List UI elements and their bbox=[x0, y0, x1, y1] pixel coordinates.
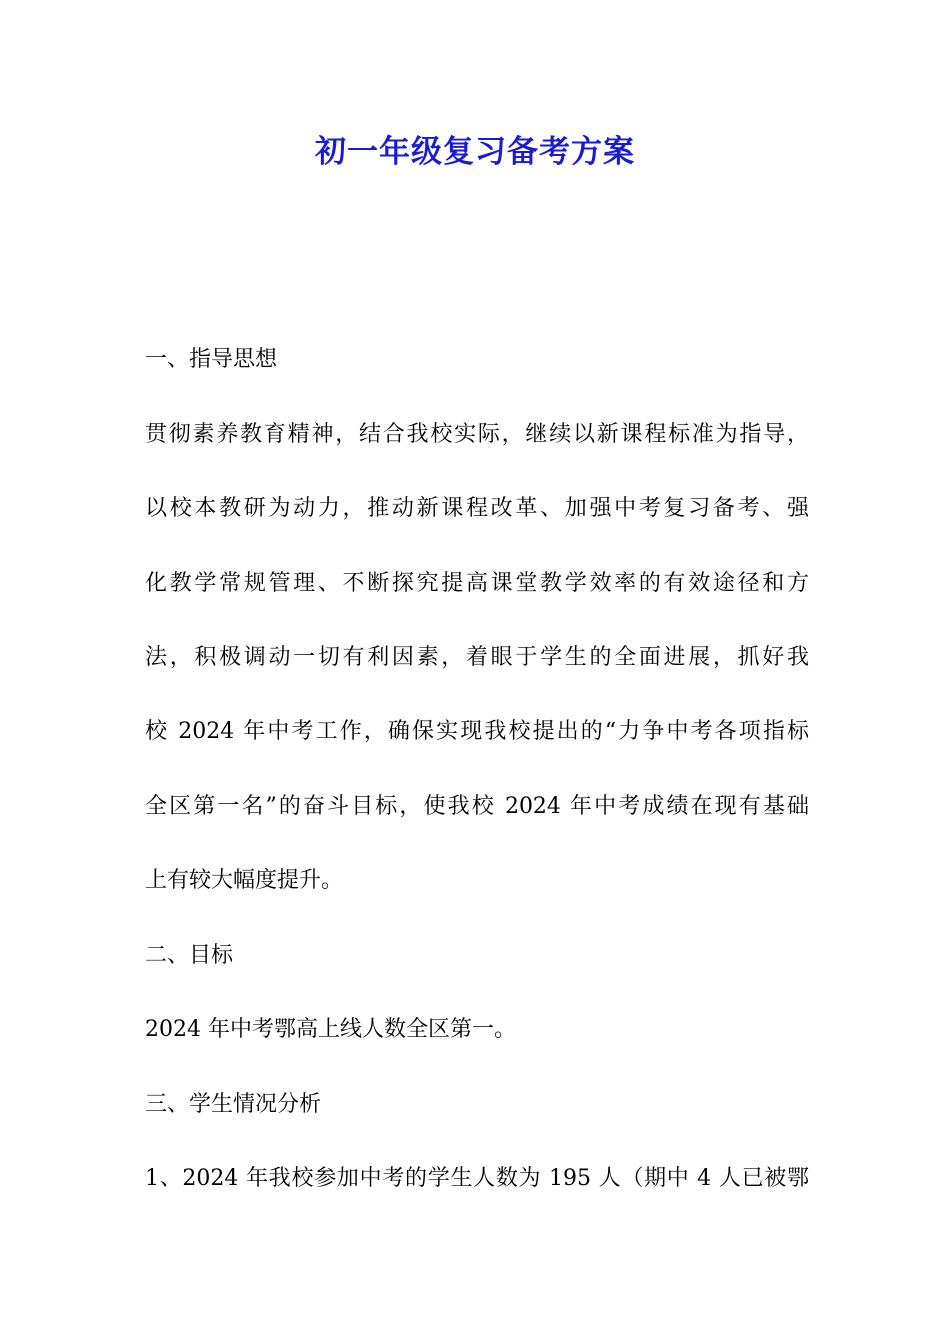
paragraph-line: 2024 年中考鄂高上线人数全区第一。 bbox=[145, 1017, 516, 1042]
paragraph-line: 1、2024 年我校参加中考的学生人数为 195 人（期中 4 人已被鄂 bbox=[145, 1166, 809, 1191]
document-title: 初一年级复习备考方案 bbox=[315, 134, 635, 170]
paragraph-line: 以校本教研为动力，推动新课程改革、加强中考复习备考、强 bbox=[145, 496, 809, 521]
section-heading: 二、目标 bbox=[145, 943, 234, 968]
paragraph-line: 法，积极调动一切有利因素，着眼于学生的全面进展，抓好我 bbox=[145, 645, 809, 670]
paragraph-line: 化教学常规管理、不断探究提高课堂教学效率的有效途径和方 bbox=[145, 571, 809, 596]
paragraph-line: 校 2024 年中考工作，确保实现我校提出的“力争中考各项指标 bbox=[145, 719, 809, 744]
paragraph-line: 贯彻素养教育精神，结合我校实际，继续以新课程标准为指导， bbox=[145, 422, 809, 447]
section-heading: 三、学生情况分析 bbox=[145, 1092, 322, 1117]
section-heading: 一、指导思想 bbox=[145, 347, 278, 372]
paragraph-line: 全区第一名”的奋斗目标，使我校 2024 年中考成绩在现有基础 bbox=[145, 794, 809, 819]
paragraph-line: 上有较大幅度提升。 bbox=[145, 868, 344, 893]
